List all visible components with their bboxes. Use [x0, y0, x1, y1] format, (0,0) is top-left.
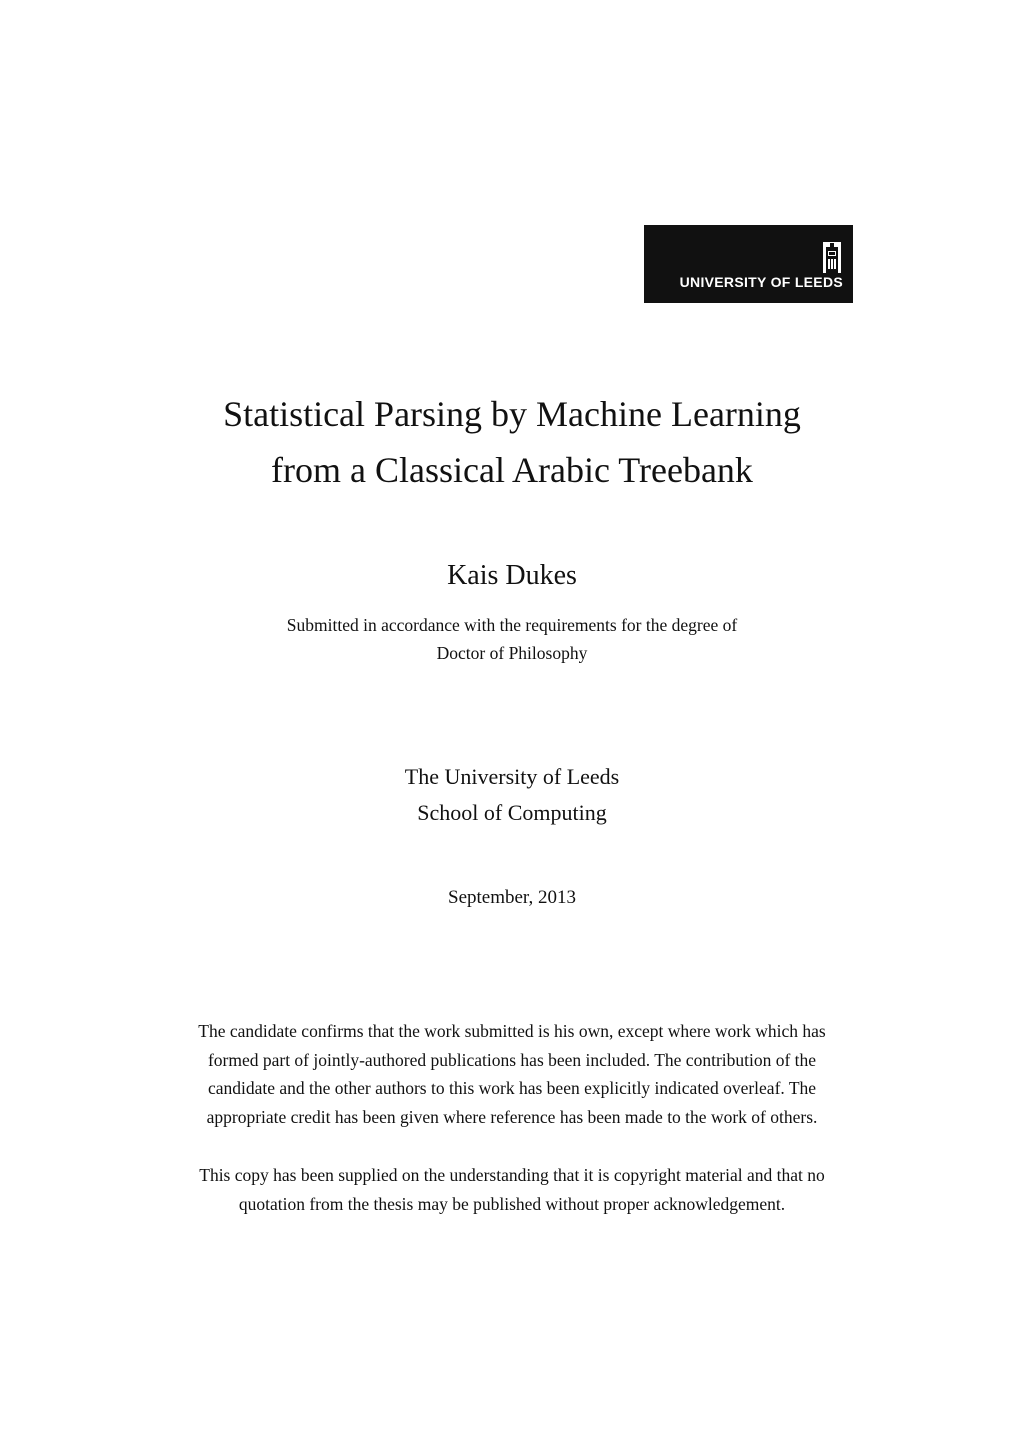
- university-name: The University of Leeds: [404, 764, 620, 789]
- copyright-paragraph: [0, 1161, 1024, 1218]
- school-name: School of Computing: [417, 800, 607, 825]
- submission-date: September, 2013: [448, 887, 576, 908]
- submission-statement: [0, 611, 1024, 667]
- thesis-title: [0, 386, 1024, 498]
- declaration-line-4: appropriate credit has been given where reference has been made to the work of others.: [206, 1106, 818, 1127]
- declaration-line-3: candidate and the other authors to this work has been explicitly indicated overleaf. The: [207, 1078, 817, 1098]
- title-line-2: from a Classical Arabic Treebank: [271, 450, 753, 490]
- submission-line-1: Submitted in accordance with the requirements for the degree of: [286, 615, 738, 635]
- declaration-line-2: formed part of jointly-authored publications has been included. The contribution of the: [207, 1049, 817, 1070]
- institution: [0, 759, 1024, 831]
- university-logo: [644, 225, 853, 303]
- declaration-line-1: The candidate confirms that the work submitted is his own, except where work which has: [198, 1021, 826, 1041]
- submission-line-2: Doctor of Philosophy: [436, 643, 588, 663]
- tower-icon: [823, 242, 841, 273]
- logo-text: UNIVERSITY OF LEEDS: [679, 274, 843, 290]
- author-name: Kais Dukes: [447, 560, 577, 591]
- declaration-paragraph: [0, 1017, 1024, 1131]
- title-line-1: Statistical Parsing by Machine Learning: [223, 394, 801, 434]
- copyright-line-1: This copy has been supplied on the understanding that it is copyright material and that no: [199, 1165, 825, 1185]
- copyright-line-2: quotation from the thesis may be published without proper acknowledgement.: [238, 1193, 786, 1214]
